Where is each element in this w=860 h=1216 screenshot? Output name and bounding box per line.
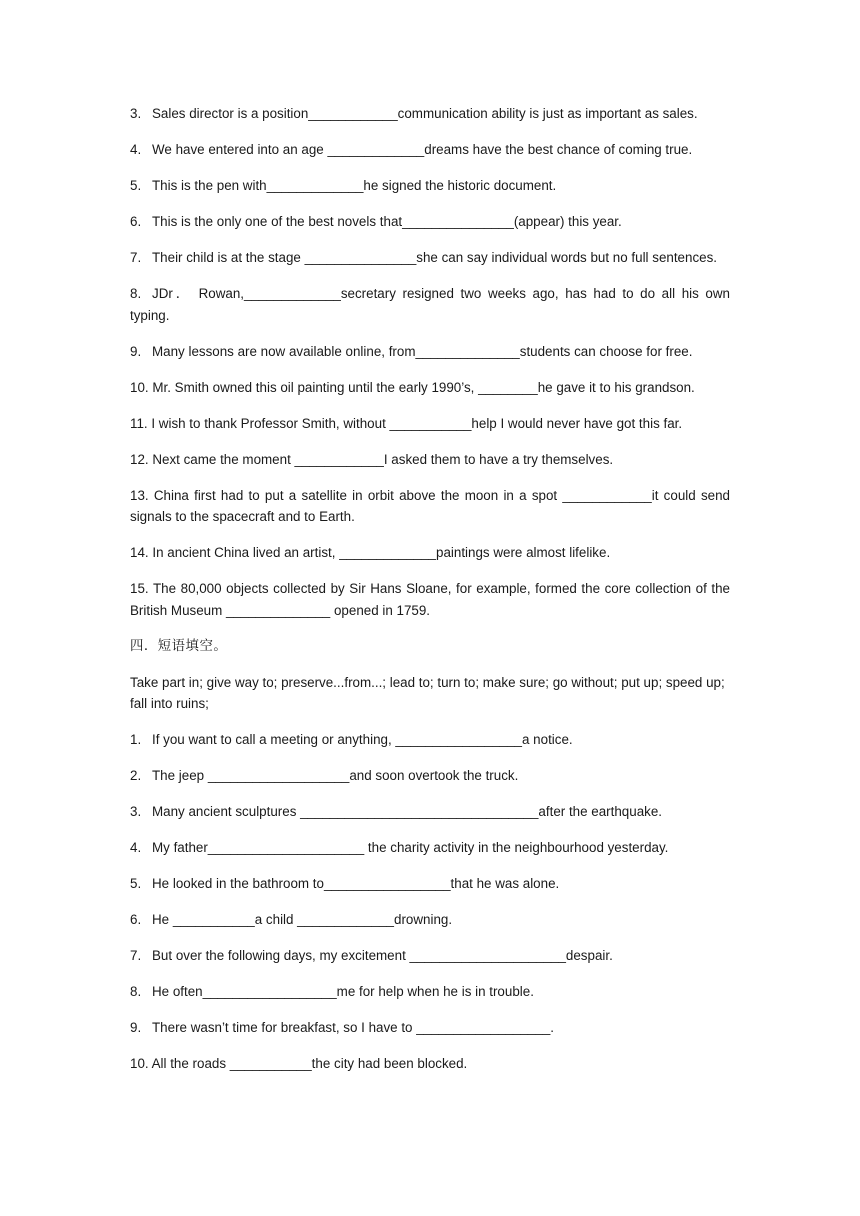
question-item	[130, 981, 730, 1003]
question-number: 1.	[130, 732, 142, 747]
question-item	[130, 139, 730, 161]
question-item	[130, 247, 730, 269]
question-text: This is the pen with_____________he signed the historic document.	[152, 178, 557, 193]
question-number: 9.	[130, 343, 142, 359]
question-item	[130, 729, 730, 751]
question-item	[130, 1053, 730, 1075]
question-item	[130, 341, 730, 363]
question-number: 8.	[130, 286, 142, 301]
question-number: 13.	[130, 487, 149, 503]
question-text: JDr． Rowan,_____________secretary resigned two weeks ago, has had to do all his own typing.	[130, 286, 730, 323]
question-item	[130, 801, 730, 823]
question-text: Next came the moment ____________I asked them to have a try themselves.	[152, 451, 614, 467]
question-text: Mr. Smith owned this oil painting until the early 1990’s, ________he gave it to his grandson.	[152, 379, 695, 395]
question-number: 10.	[130, 1056, 149, 1071]
question-text: But over the following days, my excitement _____________________despair.	[152, 948, 613, 963]
question-text: He looked in the bathroom to_________________that he was alone.	[152, 876, 560, 891]
question-item	[130, 377, 730, 399]
question-text: In ancient China lived an artist, _____________paintings were almost lifelike.	[152, 545, 611, 560]
question-number: 4.	[130, 840, 142, 855]
question-number: 15.	[130, 581, 149, 596]
question-number: 11.	[130, 415, 148, 431]
section4-list	[130, 729, 730, 1075]
question-item	[130, 449, 730, 471]
question-item	[130, 542, 730, 564]
question-number: 4.	[130, 142, 142, 157]
question-text: He often__________________me for help when he is in trouble.	[152, 984, 534, 999]
question-text: China first had to put a satellite in orbit above the moon in a spot ____________it could send signals to the spacecraft and to Earth.	[130, 487, 730, 524]
question-number: 6.	[130, 214, 142, 229]
question-item	[130, 945, 730, 967]
question-item	[130, 837, 730, 859]
question-text: The jeep ___________________and soon overtook the truck.	[152, 768, 519, 783]
question-number: 7.	[130, 250, 142, 265]
question-item	[130, 765, 730, 787]
question-number: 12.	[130, 451, 149, 467]
question-text: If you want to call a meeting or anything, _________________a notice.	[152, 732, 573, 747]
question-number: 8.	[130, 984, 142, 999]
question-text: We have entered into an age _____________dreams have the best chance of coming true.	[152, 142, 693, 157]
question-item	[130, 485, 730, 528]
question-text: He ___________a child _____________drowning.	[152, 912, 453, 927]
question-text: All the roads ___________the city had been blocked.	[151, 1056, 468, 1071]
question-item	[130, 1017, 730, 1039]
question-text: Their child is at the stage _______________she can say individual words but no full sentences.	[152, 250, 718, 265]
question-number: 3.	[130, 106, 142, 121]
question-item	[130, 211, 730, 233]
question-item	[130, 909, 730, 931]
question-number: 5.	[130, 876, 142, 891]
question-number: 2.	[130, 768, 142, 783]
question-number: 3.	[130, 804, 142, 819]
question-text: The 80,000 objects collected by Sir Hans Sloane, for example, formed the core collection of the British Museum ______________ opened in 1759.	[130, 581, 730, 618]
question-text: My father_____________________ the charity activity in the neighbourhood yesterday.	[152, 840, 669, 855]
question-number: 14.	[130, 545, 149, 560]
question-text: Many lessons are now available online, from______________students can choose for free.	[152, 343, 693, 359]
question-item	[130, 175, 730, 197]
question-item	[130, 283, 730, 326]
question-number: 9.	[130, 1020, 142, 1035]
question-number: 5.	[130, 178, 142, 193]
question-text: There wasn’t time for breakfast, so I have to __________________.	[152, 1020, 554, 1035]
question-number: 7.	[130, 948, 142, 963]
document-content	[130, 103, 730, 1089]
section-heading: 四．短语填空。	[130, 638, 228, 654]
question-item	[130, 578, 730, 621]
question-text: I wish to thank Professor Smith, without ___________help I would never have got this far.	[151, 415, 683, 431]
question-item	[130, 413, 730, 435]
question-item	[130, 103, 730, 125]
question-item	[130, 873, 730, 895]
phrase-bank: Take part in; give way to; preserve...from...; lead to; turn to; make sure; go without; put up; speed up; fall into ruins;	[130, 674, 725, 711]
question-number: 6.	[130, 912, 142, 927]
question-number: 10.	[130, 379, 149, 395]
section3-list	[130, 103, 730, 621]
question-text: Sales director is a position____________communication ability is just as important as sales.	[152, 106, 698, 121]
question-text: This is the only one of the best novels that_______________(appear) this year.	[152, 214, 622, 229]
question-text: Many ancient sculptures ________________________________after the earthquake.	[152, 804, 663, 819]
